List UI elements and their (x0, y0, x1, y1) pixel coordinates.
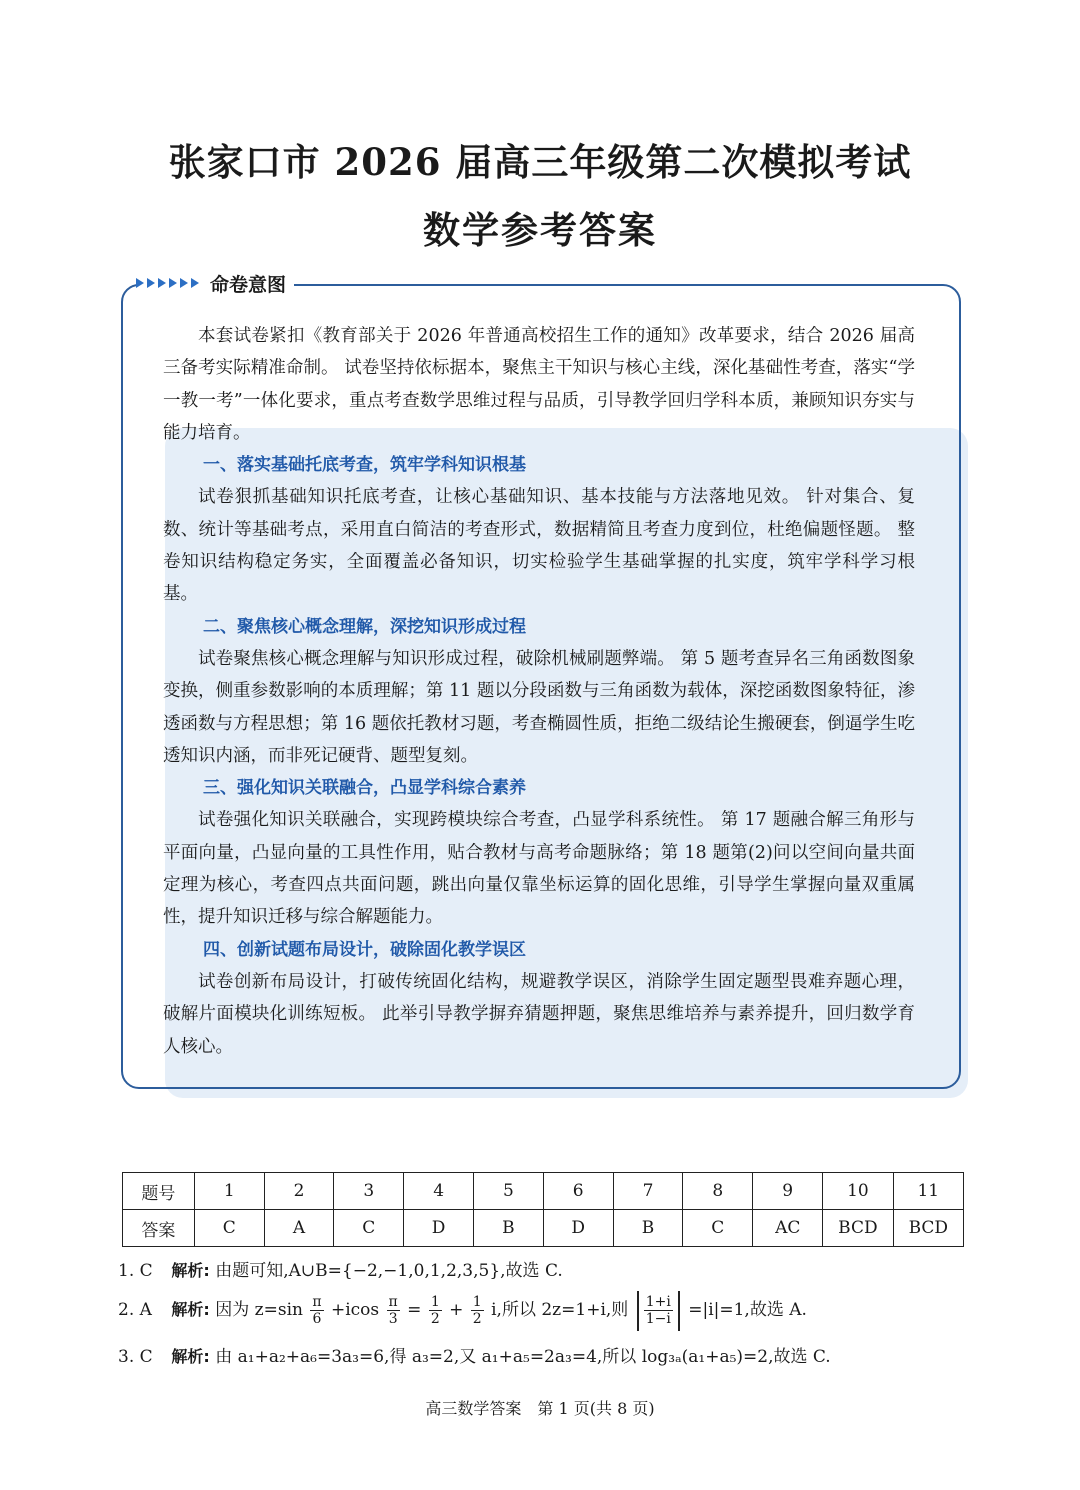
intent-box-header (136, 268, 294, 298)
page-footer: 高三数学答案 第 1 页(共 8 页) (425, 1399, 655, 1418)
abs-bar (678, 1291, 680, 1331)
section-body: 试卷强化知识关联融合，实现跨模块综合考查，凸显学科系统性。 第 17 题融合解三角形与平面向量，凸显向量的工具性作用，贴合教材与高考命题脉络；第 18 题第(2)问以空间向量共面定理为核心，考查四点共面问题，跳出向量仅靠坐标运算的固化思维，引导学生掌握向量双重属性，提升知识迁移与综合解题能力。 (163, 810, 915, 928)
intent-box-title: 命卷意图 (210, 273, 287, 296)
question-number: 11 (893, 1173, 963, 1210)
solution-number: 2. A (118, 1300, 152, 1320)
fraction: $\frac{1+i}{1-i}$ (645, 1294, 671, 1327)
answer-cell: B (474, 1210, 544, 1247)
answer-cell: D (543, 1210, 613, 1247)
section-body: 试卷创新布局设计，打破传统固化结构，规避教学误区，消除学生固定题型畏难弃题心理，破解片面模块化训练短板。 此举引导教学摒弃猜题押题，聚焦思维培养与素养提升，回归数学育人核心。 (163, 971, 915, 1057)
solution-text: i,所以 2z=1+i,则 (491, 1300, 629, 1320)
question-number: 8 (683, 1173, 753, 1210)
fraction: $\frac{1}{2}$ (472, 1294, 482, 1327)
answer-cell: C (683, 1210, 753, 1247)
section-heading: 一、落实基础托底考查，筑牢学科知识根基 (203, 455, 526, 476)
intent-intro: 本套试卷紧扣《教育部关于 2026 年普通高校招生工作的通知》改革要求，结合 2026 届高三备考实际精准命制。 试卷坚持依标据本，聚焦主干知识与核心主线，深化基础性考查，落实“学一教一考”一体化要求，重点考查数学思维过程与品质，引导教学回归学科本质，兼顾知识夯实与能力培育。 (163, 326, 915, 443)
answer-cell: C (334, 1210, 404, 1247)
answer-table (122, 1172, 964, 1247)
row-label: 题号 (123, 1173, 195, 1210)
answer-row (123, 1210, 964, 1247)
section-heading: 三、强化知识关联融合，凸显学科综合素养 (203, 778, 526, 799)
answer-cell: D (404, 1210, 474, 1247)
intent-body (163, 320, 915, 1063)
solution-label: 解析 (171, 1261, 204, 1280)
fraction: $\frac{\pi}{6}$ (312, 1294, 322, 1327)
fraction: $\frac{\pi}{3}$ (388, 1294, 398, 1327)
question-number: 7 (613, 1173, 683, 1210)
question-number: 6 (543, 1173, 613, 1210)
question-number: 9 (753, 1173, 823, 1210)
question-number: 5 (474, 1173, 544, 1210)
solution-text: 由题可知,A∪B={−2,−1,0,1,2,3,5},故选 C. (215, 1261, 563, 1281)
solution-label: 解析 (171, 1300, 204, 1319)
answer-cell: A (264, 1210, 334, 1247)
row-label: 答案 (123, 1210, 195, 1247)
question-number: 10 (823, 1173, 893, 1210)
solution-text: + (449, 1300, 464, 1320)
answer-cell: B (613, 1210, 683, 1247)
section-heading: 二、聚焦核心概念理解，深挖知识形成过程 (203, 616, 526, 637)
solution-1: 1. C 解析: 由题可知,A∪B={−2,−1,0,1,2,3,5},故选 C. (118, 1261, 563, 1281)
answer-cell: BCD (893, 1210, 963, 1247)
question-number-row (123, 1173, 964, 1210)
answer-cell: BCD (823, 1210, 893, 1247)
exam-title: 张家口市 2026 届高三年级第二次模拟考试 (168, 140, 912, 184)
solution-text: = (407, 1300, 422, 1320)
question-number: 3 (334, 1173, 404, 1210)
question-number: 2 (264, 1173, 334, 1210)
answer-cell: AC (753, 1210, 823, 1247)
solution-text: +icos (330, 1300, 380, 1320)
solution-label: 解析 (171, 1347, 204, 1366)
answer-key-title: 数学参考答案 (423, 208, 657, 252)
abs-bar (637, 1291, 639, 1331)
solution-text: 因为 z=sin (215, 1300, 303, 1320)
question-number: 4 (404, 1173, 474, 1210)
solution-text: 由 a₁+a₂+a₆=3a₃=6,得 a₃=2,又 a₁+a₅=2a₃=4,所以 log₃ₐ(a₁+a₅)=2,故选 C. (215, 1347, 831, 1367)
arrow-decoration-icon (136, 278, 202, 288)
section-body: 试卷狠抓基础知识托底考查，让核心基础知识、基本技能与方法落地见效。 针对集合、复数、统计等基础考点，采用直白简洁的考查形式，数据精简且考查力度到位，杜绝偏题怪题。 整卷知识结构稳定务实，全面覆盖必备知识，切实检验学生基础掌握的扎实度，筑牢学科学习根基。 (163, 487, 915, 605)
fraction: $\frac{1}{2}$ (430, 1294, 440, 1327)
solution-3: 3. C 解析: 由 a₁+a₂+a₆=3a₃=6,得 a₃=2,又 a₁+a₅=2a₃=4,所以 log₃ₐ(a₁+a₅)=2,故选 C. (118, 1347, 831, 1367)
solution-number: 1. C (118, 1261, 153, 1281)
solution-2: 2. A 解析: 因为 z=sin $\frac{\pi}{6}$ +icos $\frac{\pi}{3}$ = $\frac{1}{2}$ + $\frac{1}{2}$ i,所以 2z=1+i,则 $\frac{1+i}{1-i}$ =|i|=1,故选 A. (118, 1290, 807, 1331)
solution-text: =|i|=1,故选 A. (688, 1300, 807, 1320)
solution-number: 3. C (118, 1347, 153, 1367)
answer-cell: C (194, 1210, 264, 1247)
section-body: 试卷聚焦核心概念理解与知识形成过程，破除机械刷题弊端。 第 5 题考查异名三角函数图象变换，侧重参数影响的本质理解；第 11 题以分段函数与三角函数为载体，深挖函数图象特征，渗透函数与方程思想；第 16 题依托教材习题，考查椭圆性质，拒绝二级结论生搬硬套，倒逼学生吃透知识内涵，而非死记硬背、题型复刻。 (163, 648, 915, 766)
section-heading: 四、创新试题布局设计，破除固化教学误区 (203, 939, 526, 960)
question-number: 1 (194, 1173, 264, 1210)
